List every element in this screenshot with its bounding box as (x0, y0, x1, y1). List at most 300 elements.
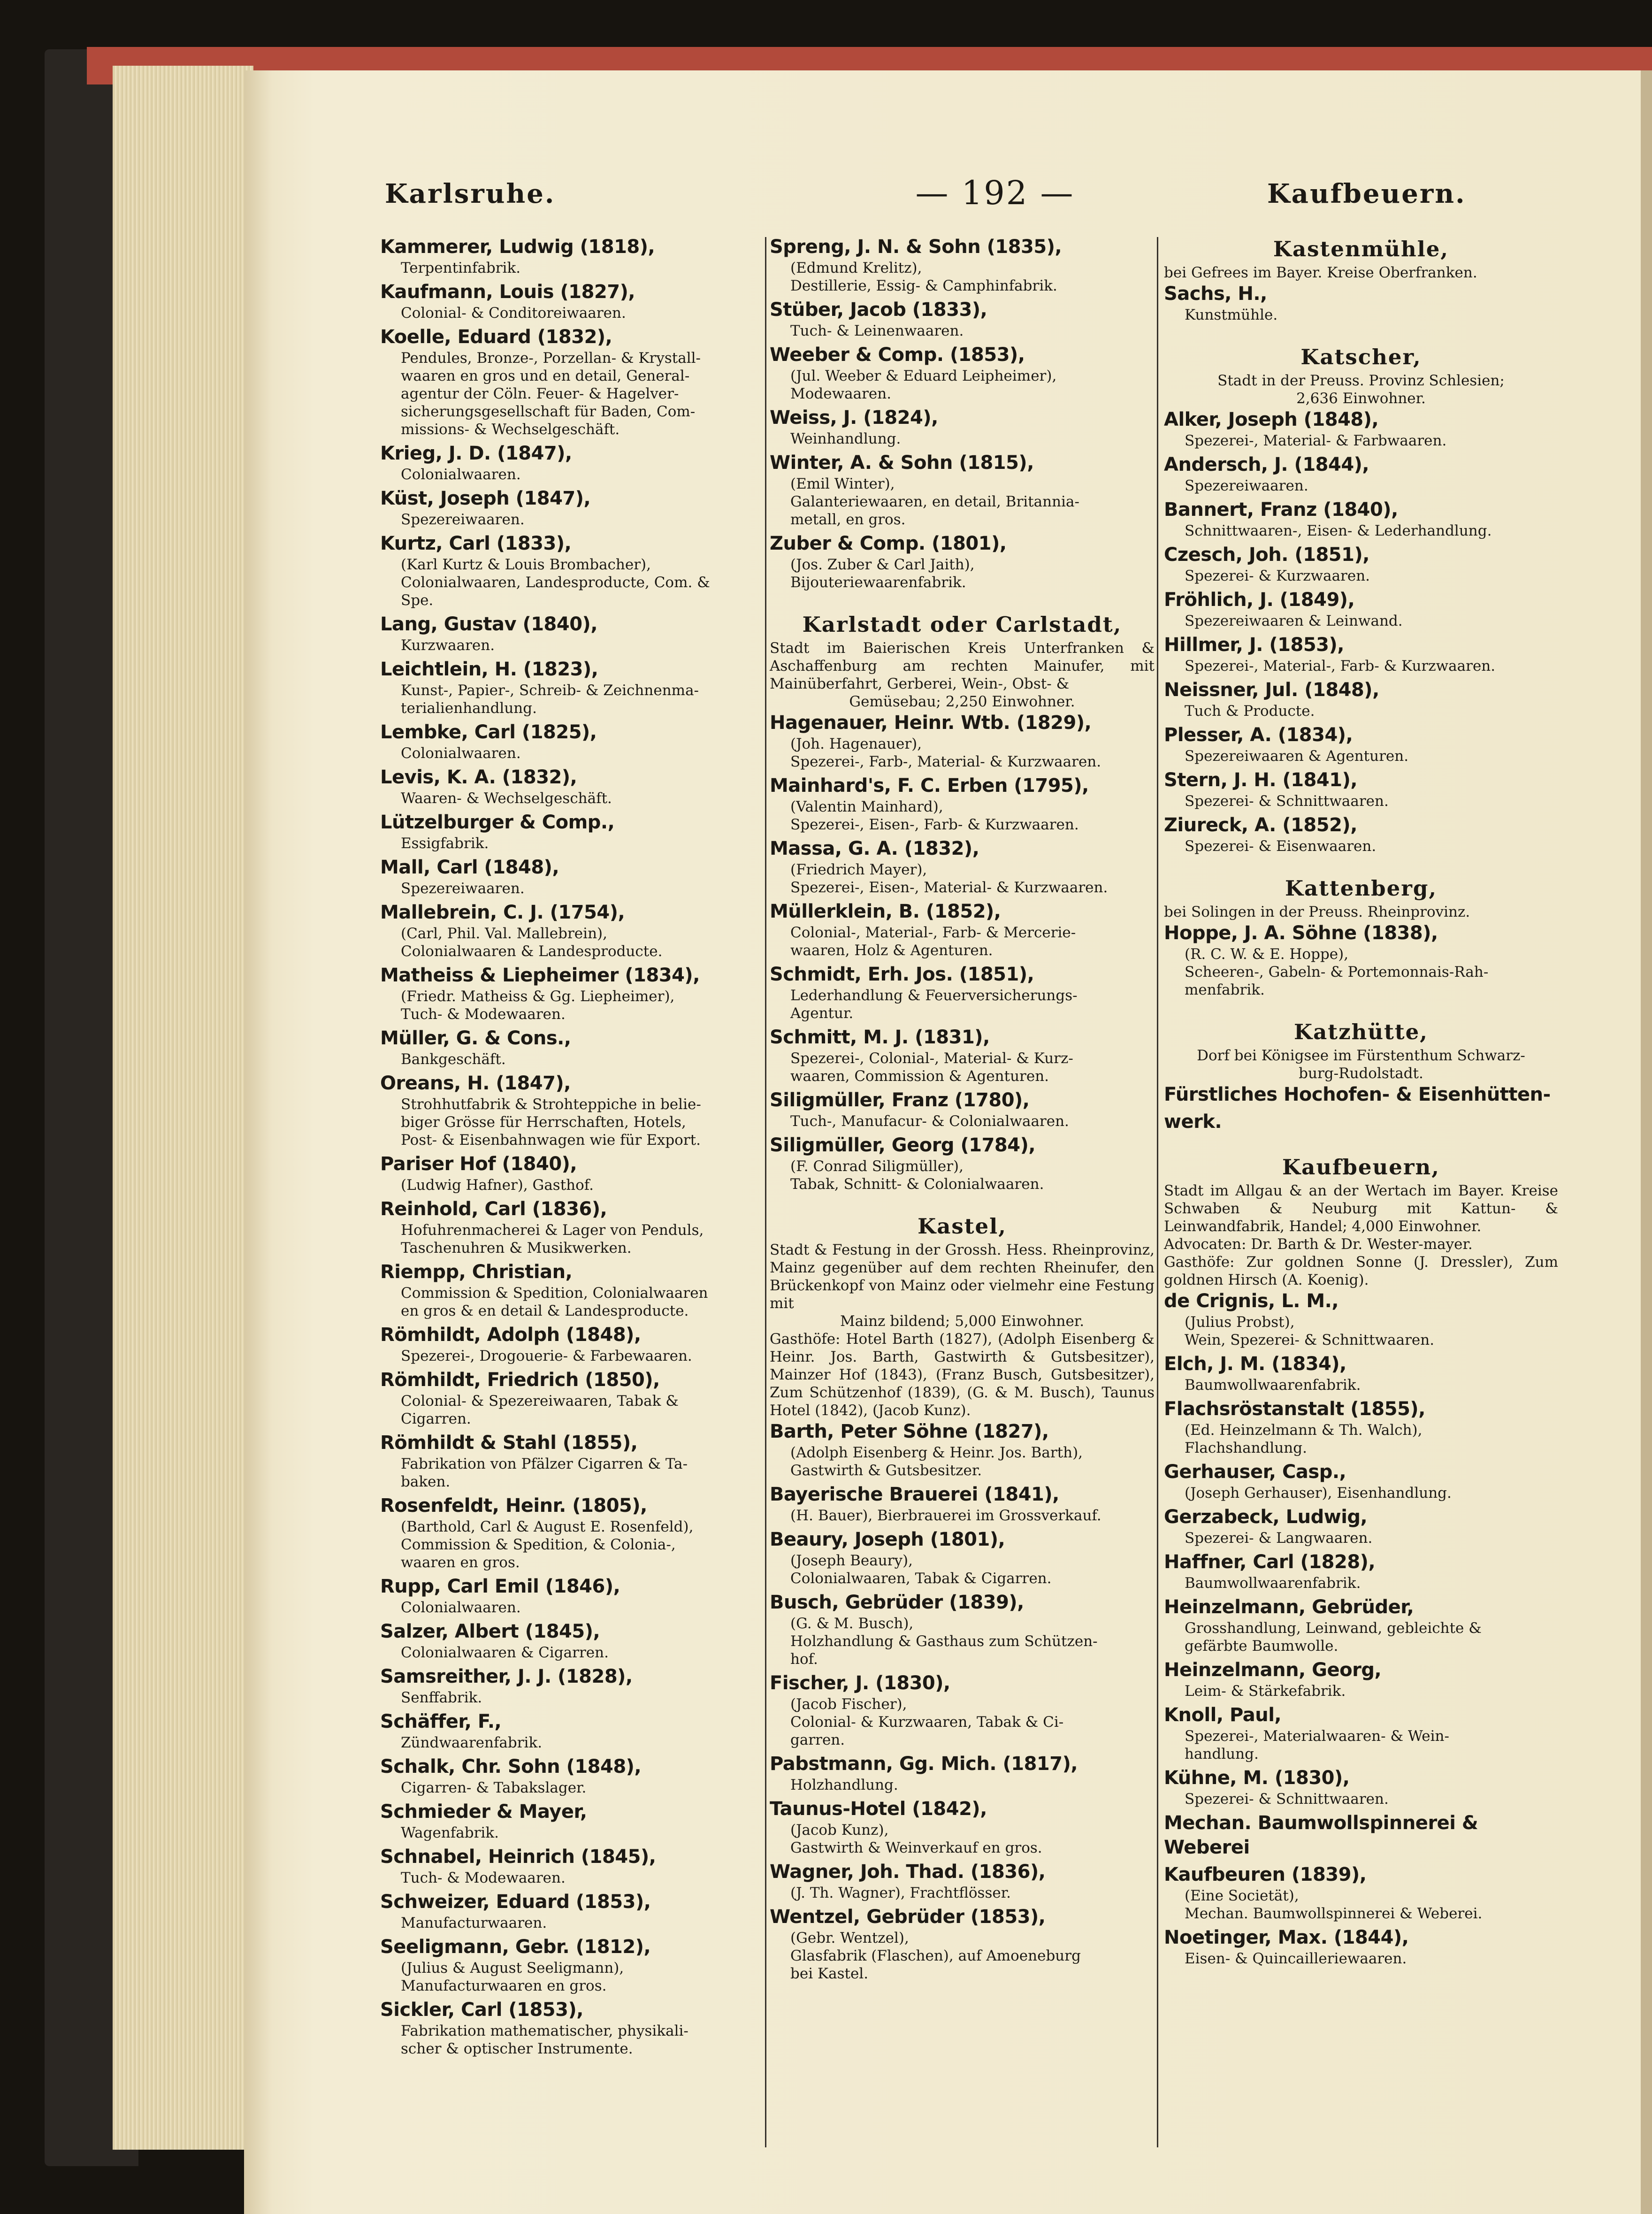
entry-name: Siligmüller, Franz (1780), (770, 1089, 1030, 1111)
entry-detail: sicherungsgesellschaft für Baden, Com- (401, 403, 696, 420)
entry-name: Mainhard's, F. C. Erben (1795), (770, 775, 1089, 797)
entry-name: Schmidt, Erh. Jos. (1851), (770, 964, 1034, 985)
entry-detail: Waaren- & Wechselgeschäft. (401, 790, 612, 807)
entry-name: Mall, Carl (1848), (380, 857, 559, 878)
entry-detail: Colonialwaaren. (401, 745, 521, 762)
entry-detail: Commission & Spedition, Colonialwaaren (401, 1285, 708, 1302)
entry-detail: (Jul. Weeber & Eduard Leipheimer), (790, 368, 1057, 384)
entry-name: Schmieder & Mayer, (380, 1801, 587, 1823)
directory-entry (770, 1527, 1155, 1587)
advocaten-text: Advocaten: Dr. Barth & Dr. Wester-mayer. (1164, 1236, 1473, 1253)
entry-name: Taunus-Hotel (1842), (770, 1798, 987, 1820)
entry-name: Schalk, Chr. Sohn (1848), (380, 1756, 642, 1777)
entry-name: Plesser, A. (1834), (1164, 724, 1353, 746)
directory-entry (770, 531, 1155, 591)
place-description: bei Gefrees im Bayer. Kreise Oberfranken. (1164, 264, 1477, 281)
entry-detail: Baumwollwaarenfabrik. (1185, 1377, 1361, 1394)
column-right (1164, 235, 1558, 1970)
page-number: — 192 — (915, 174, 1075, 212)
entry-detail: (Friedr. Matheiss & Gg. Liepheimer), (401, 988, 675, 1005)
directory-entry (1164, 723, 1558, 765)
entry-detail: (Edmund Krelitz), (790, 260, 922, 276)
entry-detail: Manufacturwaaren en gros. (401, 1977, 607, 1994)
directory-entry (380, 1890, 798, 1932)
entry-name: Lützelburger & Comp., (380, 812, 615, 833)
place-description: 2,636 Einwohner. (1296, 390, 1426, 407)
directory-entry (380, 235, 798, 277)
entry-name: Stern, J. H. (1841), (1164, 769, 1358, 791)
directory-entry (1164, 1352, 1558, 1394)
directory-entry (380, 720, 798, 762)
entry-list (770, 235, 1155, 591)
directory-entry (1164, 543, 1558, 585)
entry-detail: Bankgeschäft. (401, 1051, 506, 1068)
entry-detail: (Valentin Mainhard), (790, 798, 943, 815)
directory-entry (380, 1998, 798, 2058)
directory-entry (1164, 1460, 1558, 1502)
directory-entry (380, 963, 798, 1023)
entry-name: Koelle, Eduard (1832), (380, 326, 612, 348)
entry-detail: (Jacob Fischer), (790, 1696, 907, 1713)
entry-name: Schmitt, M. J. (1831), (770, 1027, 990, 1048)
column-middle (770, 235, 1155, 1985)
entry-detail: Tuch- & Leinenwaaren. (790, 322, 964, 339)
directory-entry (1164, 1505, 1558, 1547)
directory-entry (1164, 678, 1558, 720)
directory-entry (380, 1071, 798, 1149)
entry-name: Leichtlein, H. (1823), (380, 659, 598, 680)
directory-entry (770, 406, 1155, 448)
entry-detail: (Joseph Beaury), (790, 1552, 913, 1569)
entry-detail: (Friedrich Mayer), (790, 861, 927, 878)
directory-entry (380, 1800, 798, 1842)
entry-detail: Colonialwaaren & Cigarren. (401, 1644, 609, 1661)
entry-detail: Spezerei- & Schnittwaaren. (1185, 1791, 1389, 1808)
directory-entry (1164, 282, 1558, 324)
entry-detail: gefärbte Baumwolle. (1185, 1638, 1338, 1655)
entry-detail: (Eine Societät), (1185, 1887, 1299, 1904)
entry-detail: Spezereiwaaren & Leinwand. (1185, 613, 1403, 629)
entry-detail: Fabrikation von Pfälzer Cigarren & Ta- (401, 1456, 688, 1472)
directory-entry (770, 962, 1155, 1022)
entry-list (770, 711, 1155, 1193)
entry-name: Stüber, Jacob (1833), (770, 299, 987, 321)
entry-name: Gerhauser, Casp., (1164, 1461, 1346, 1483)
entry-detail: Grosshandlung, Leinwand, gebleichte & (1185, 1620, 1482, 1637)
entry-name: Zuber & Comp. (1801), (770, 533, 1007, 554)
directory-entry (770, 711, 1155, 771)
entry-name: Beaury, Joseph (1801), (770, 1529, 1005, 1550)
entry-detail: missions- & Wechselgeschäft. (401, 421, 620, 438)
place-description: Dorf bei Königsee im Fürstenthum Schwarz- (1197, 1047, 1525, 1064)
entry-detail: Colonialwaaren. (401, 1599, 521, 1616)
directory-entry (770, 1797, 1155, 1857)
entry-detail: Glasfabrik (Flaschen), auf Amoeneburg (790, 1947, 1081, 1964)
entry-list (770, 1419, 1155, 1983)
entry-detail: (Joh. Hagenauer), (790, 735, 922, 752)
entry-detail: Weinhandlung. (790, 430, 901, 447)
directory-entry (380, 612, 798, 654)
place-description: Gemüsebau; 2,250 Einwohner. (849, 693, 1075, 710)
entry-name: Fürstliches Hochofen- & Eisenhütten- (1164, 1084, 1551, 1105)
entry-detail: Lederhandlung & Feuerversicherungs- (790, 987, 1078, 1004)
directory-entry (1164, 1862, 1558, 1923)
entry-detail: Spezerei-, Material-, Farb- & Kurzwaaren. (1185, 658, 1496, 674)
directory-entry (1164, 1703, 1558, 1763)
directory-entry (380, 1754, 798, 1797)
entry-name: Pariser Hof (1840), (380, 1153, 577, 1175)
entry-name: Massa, G. A. (1832), (770, 838, 979, 859)
entry-name: Reinhold, Carl (1836), (380, 1198, 607, 1220)
entry-detail: (Jos. Zuber & Carl Jaith), (790, 556, 975, 573)
entry-name: Schnabel, Heinrich (1845), (380, 1846, 656, 1868)
directory-entry (770, 1671, 1155, 1749)
entry-name: Rosenfeldt, Heinr. (1805), (380, 1495, 647, 1517)
entry-detail: (Ludwig Hafner), Gasthof. (401, 1177, 594, 1194)
entry-detail: waaren en gros. (401, 1554, 520, 1571)
entry-detail: (Gebr. Wentzel), (790, 1930, 909, 1946)
entry-name: Samsreither, J. J. (1828), (380, 1666, 633, 1687)
entry-detail: Spezerei-, Drogouerie- & Farbewaaren. (401, 1348, 692, 1364)
entry-list (1164, 282, 1558, 324)
entry-detail: Mechan. Baumwollspinnerei & Weberei. (1185, 1905, 1483, 1922)
entry-name: werk. (1164, 1111, 1222, 1133)
directory-entry (1164, 1811, 1558, 1860)
directory-entry (1164, 921, 1558, 999)
entry-detail: Holzhandlung & Gasthaus zum Schützen- (790, 1633, 1098, 1650)
entry-detail: Spezereiwaaren. (401, 511, 525, 528)
directory-entry (1164, 633, 1558, 675)
directory-entry (380, 441, 798, 483)
entry-name: Römhildt & Stahl (1855), (380, 1432, 638, 1454)
entry-detail: Colonial- & Conditoreiwaaren. (401, 305, 626, 322)
entry-name: Bayerische Brauerei (1841), (770, 1484, 1059, 1505)
entry-detail: biger Grösse für Herrschaften, Hotels, (401, 1114, 686, 1131)
column-divider (1157, 237, 1158, 2147)
entry-detail: (Joseph Gerhauser), Eisenhandlung. (1185, 1485, 1452, 1502)
entry-detail: Colonialwaaren, Landesproducte, Com. & (401, 574, 710, 591)
entry-name: Matheiss & Liepheimer (1834), (380, 965, 700, 986)
entry-detail: Spezereiwaaren. (1185, 477, 1308, 494)
entry-detail: Kurzwaaren. (401, 637, 495, 654)
entry-detail: Cigarren- & Tabakslager. (401, 1779, 587, 1796)
entry-detail: Spezerei- & Schnittwaaren. (1185, 793, 1389, 810)
directory-entry (380, 1709, 798, 1752)
directory-entry (380, 855, 798, 897)
directory-entry (1164, 1082, 1558, 1107)
place-heading: Kastel, (918, 1214, 1007, 1239)
running-head-right: Kaufbeuern. (1267, 178, 1466, 209)
entry-detail: Manufacturwaaren. (401, 1915, 547, 1931)
entry-detail: waaren en gros und en detail, General- (401, 368, 690, 384)
entry-name: Ziureck, A. (1852), (1164, 814, 1357, 836)
directory-entry (1164, 768, 1558, 810)
entry-detail: Wein, Spezerei- & Schnittwaaren. (1185, 1332, 1435, 1348)
entry-detail: Bijouteriewaarenfabrik. (790, 574, 966, 591)
entry-detail: Spezerei-, Colonial-, Material- & Kurz- (790, 1050, 1073, 1067)
entry-name: Schäffer, F., (380, 1711, 502, 1732)
entry-detail: Wagenfabrik. (401, 1824, 499, 1841)
entry-name: Römhildt, Friedrich (1850), (380, 1369, 660, 1391)
entry-detail: Scheeren-, Gabeln- & Portemonnais-Rah- (1185, 964, 1489, 981)
entry-detail: handlung. (1185, 1746, 1259, 1762)
entry-detail: (Julius & August Seeligmann), (401, 1960, 624, 1977)
entry-detail: Spezerei-, Material- & Farbwaaren. (1185, 432, 1447, 449)
directory-entry (1164, 1595, 1558, 1655)
entry-detail: Schnittwaaren-, Eisen- & Lederhandlung. (1185, 522, 1492, 539)
directory-entry (770, 343, 1155, 403)
entry-name: Sachs, H., (1164, 283, 1267, 305)
entry-name: Weiss, J. (1824), (770, 407, 938, 429)
place-heading: Kastenmühle, (1273, 237, 1449, 261)
entry-name: Gerzabeck, Ludwig, (1164, 1506, 1368, 1528)
entry-detail: Zündwaarenfabrik. (401, 1734, 543, 1751)
directory-entry (380, 1494, 798, 1571)
running-head-left: Karlsruhe. (385, 178, 556, 209)
entry-detail: (Carl, Phil. Val. Mallebrein), (401, 925, 607, 942)
entry-detail: scher & optischer Instrumente. (401, 2040, 633, 2057)
entry-name: Weeber & Comp. (1853), (770, 344, 1025, 366)
entry-name: Schweizer, Eduard (1853), (380, 1891, 651, 1913)
entry-detail: Gastwirth & Gutsbesitzer. (790, 1462, 982, 1479)
column-left (380, 235, 798, 2061)
directory-entry (1164, 1550, 1558, 1592)
entry-name: Küst, Joseph (1847), (380, 488, 591, 509)
entry-name: Wentzel, Gebrüder (1853), (770, 1906, 1046, 1928)
entry-detail: Hofuhrenmacherei & Lager von Penduls, (401, 1222, 704, 1239)
entry-name: Kaufbeuren (1839), (1164, 1864, 1367, 1885)
entry-name: Fischer, J. (1830), (770, 1672, 950, 1694)
directory-page (244, 70, 1652, 2214)
entry-name: Kühne, M. (1830), (1164, 1767, 1350, 1789)
entry-detail: bei Kastel. (790, 1965, 869, 1982)
entry-detail: Spezereiwaaren & Agenturen. (1185, 748, 1409, 765)
entry-detail: Leim- & Stärkefabrik. (1185, 1683, 1346, 1700)
directory-entry (770, 774, 1155, 834)
entry-detail: Taschenuhren & Musikwerken. (401, 1240, 632, 1256)
entry-name: Mallebrein, C. J. (1754), (380, 902, 625, 923)
entry-detail: Spezerei-, Farb-, Material- & Kurzwaaren. (790, 753, 1101, 770)
directory-entry (380, 1152, 798, 1194)
entry-detail: Colonial- & Spezereiwaaren, Tabak & (401, 1393, 679, 1410)
place-description: Stadt im Allgau & an der Wertach im Bayer. Kreise Schwaben & Neuburg mit Kattun- & Leinwandfabrik, Handel; 4,000 Einwohner. (1164, 1182, 1558, 1235)
place-description: burg-Rudolstadt. (1299, 1065, 1423, 1082)
directory-entry (1164, 1110, 1558, 1134)
directory-entry (380, 280, 798, 322)
entry-detail: Pendules, Bronze-, Porzellan- & Krystall- (401, 350, 701, 367)
entry-detail: (Ed. Heinzelmann & Th. Walch), (1185, 1422, 1423, 1439)
directory-entry (1164, 407, 1558, 450)
entry-detail: Spezerei-, Materialwaaren- & Wein- (1185, 1728, 1449, 1745)
entry-detail: Post- & Eisenbahnwagen wie für Export. (401, 1132, 701, 1149)
entry-detail: Gastwirth & Weinverkauf en gros. (790, 1839, 1042, 1856)
entry-detail: (F. Conrad Siligmüller), (790, 1158, 964, 1175)
entry-name: Fröhlich, J. (1849), (1164, 589, 1355, 611)
directory-entry (1164, 1289, 1558, 1349)
entry-name: Hoppe, J. A. Söhne (1838), (1164, 922, 1438, 944)
entry-detail: waaren, Commission & Agenturen. (790, 1068, 1049, 1085)
entry-name: Pabstmann, Gg. Mich. (1817), (770, 1753, 1078, 1775)
gasthoefe-text: Gasthöfe: Zur goldnen Sonne (J. Dressler), Zum goldnen Hirsch (A. Koenig). (1164, 1254, 1558, 1288)
directory-entry (380, 1026, 798, 1068)
entry-detail: (H. Bauer), Bierbrauerei im Grossverkauf. (790, 1507, 1101, 1524)
entry-detail: (Emil Winter), (790, 475, 895, 492)
entry-detail: (Julius Probst), (1185, 1314, 1295, 1331)
entry-name: Salzer, Albert (1845), (380, 1621, 600, 1642)
entry-name: Lang, Gustav (1840), (380, 613, 598, 635)
entry-detail: Baumwollwaarenfabrik. (1185, 1575, 1361, 1592)
directory-entry (770, 451, 1155, 529)
entry-detail: Tuch-, Manufacur- & Colonialwaaren. (790, 1113, 1069, 1130)
entry-name: Haffner, Carl (1828), (1164, 1551, 1376, 1573)
directory-entry (380, 531, 798, 609)
entry-name: Rupp, Carl Emil (1846), (380, 1576, 620, 1597)
entry-detail: Agentur. (790, 1005, 854, 1022)
entry-name: Lembke, Carl (1825), (380, 721, 597, 743)
entry-detail: Tabak, Schnitt- & Colonialwaaren. (790, 1176, 1044, 1193)
entry-name: Wagner, Joh. Thad. (1836), (770, 1861, 1046, 1883)
entry-detail: (Jacob Kunz), (790, 1822, 889, 1839)
entry-detail: waaren, Holz & Agenturen. (790, 942, 993, 959)
place-description: Stadt im Baierischen Kreis Unterfranken & Aschaffenburg am rechten Mainufer, mit Mainüberfahrt, Gerberei, Wein-, Obst- & (770, 640, 1155, 692)
entry-detail: Fabrikation mathematischer, physikali- (401, 2022, 688, 2039)
entry-list (380, 235, 798, 2058)
place-description: Mainz bildend; 5,000 Einwohner. (840, 1313, 1085, 1330)
directory-entry (770, 235, 1155, 295)
entry-name: Czesch, Joh. (1851), (1164, 544, 1369, 566)
entry-name: Winter, A. & Sohn (1815), (770, 452, 1034, 474)
directory-entry (380, 486, 798, 529)
directory-entry (770, 836, 1155, 896)
facing-page-edge (1641, 70, 1652, 2214)
entry-detail: Terpentinfabrik. (401, 260, 521, 276)
place-heading: Kattenberg, (1285, 876, 1438, 901)
entry-detail: Commission & Spedition, & Colonia-, (401, 1536, 676, 1553)
directory-entry (380, 325, 798, 438)
place-heading: Kaufbeuern, (1282, 1155, 1440, 1180)
entry-name: Hillmer, J. (1853), (1164, 634, 1344, 656)
entry-list (1164, 921, 1558, 999)
entry-detail: (Karl Kurtz & Louis Brombacher), (401, 556, 651, 573)
entry-name: Andersch, J. (1844), (1164, 454, 1369, 475)
entry-detail: Spezerei- & Kurzwaaren. (1185, 567, 1370, 584)
entry-detail: Spezerei-, Eisen-, Farb- & Kurzwaaren. (790, 816, 1079, 833)
directory-entry (1164, 1397, 1558, 1457)
entry-detail: Colonial- & Kurzwaaren, Tabak & Ci- (790, 1714, 1064, 1731)
entry-detail: terialienhandlung. (401, 700, 537, 717)
directory-entry (1164, 452, 1558, 495)
entry-detail: (Adolph Eisenberg & Heinr. Jos. Barth), (790, 1444, 1083, 1461)
entry-detail: Modewaaren. (790, 385, 892, 402)
page-stack-edge (113, 66, 253, 2150)
entry-name: Sickler, Carl (1853), (380, 1999, 583, 2021)
entry-detail: Essigfabrik. (401, 835, 489, 852)
entry-name: Neissner, Jul. (1848), (1164, 679, 1379, 701)
entry-name: Mechan. Baumwollspinnerei & Weberei (1164, 1812, 1478, 1858)
place-heading: Katscher, (1300, 345, 1422, 369)
entry-name: Oreans, H. (1847), (380, 1073, 571, 1094)
entry-detail: Colonialwaaren & Landesproducte. (401, 943, 663, 960)
entry-detail: Tuch- & Modewaaren. (401, 1006, 566, 1023)
entry-detail: Colonial-, Material-, Farb- & Mercerie- (790, 924, 1076, 941)
entry-name: Noetinger, Max. (1844), (1164, 1927, 1409, 1948)
entry-name: Barth, Peter Söhne (1827), (770, 1421, 1049, 1442)
entry-name: Seeligmann, Gebr. (1812), (380, 1936, 651, 1958)
directory-entry (380, 1664, 798, 1707)
gasthoefe-text: Gasthöfe: Hotel Barth (1827), (Adolph Eisenberg & Heinr. Jos. Barth, Gastwirth & Gutsbesitzer), Mainzer Hof (1843), (Franz Busch, Gutsbesitzer), Zum Schützenhof (1839), (G. & M. Busch), Taunus Hotel (1842), (Jacob Kunz). (770, 1331, 1155, 1419)
directory-entry (380, 1431, 798, 1491)
place-description: bei Solingen in der Preuss. Rheinprovinz. (1164, 904, 1470, 920)
directory-entry (1164, 813, 1558, 855)
directory-entry (770, 899, 1155, 959)
directory-entry (380, 657, 798, 717)
entry-name: Kurtz, Carl (1833), (380, 533, 572, 554)
directory-entry (770, 1860, 1155, 1902)
directory-entry (770, 1752, 1155, 1794)
entry-name: Müllerklein, B. (1852), (770, 901, 1001, 922)
entry-detail: Kunst-, Papier-, Schreib- & Zeichnenma- (401, 682, 699, 699)
entry-name: Kaufmann, Louis (1827), (380, 281, 635, 303)
entry-name: Bannert, Franz (1840), (1164, 499, 1398, 521)
directory-entry (1164, 1766, 1558, 1808)
directory-entry (380, 1197, 798, 1257)
directory-entry (380, 900, 798, 960)
directory-entry (380, 1935, 798, 1995)
directory-entry (380, 1260, 798, 1320)
entry-list (1164, 1289, 1558, 1968)
entry-detail: Spezerei- & Langwaaren. (1185, 1530, 1373, 1547)
entry-detail: Eisen- & Quincailleriewaaren. (1185, 1950, 1407, 1967)
entry-detail: agentur der Cöln. Feuer- & Hagelver- (401, 385, 679, 402)
entry-name: Knoll, Paul, (1164, 1704, 1282, 1726)
directory-entry (770, 1025, 1155, 1085)
entry-name: Kammerer, Ludwig (1818), (380, 236, 655, 258)
entry-detail: Cigarren. (401, 1410, 471, 1427)
entry-name: Busch, Gebrüder (1839), (770, 1592, 1024, 1613)
directory-entry (1164, 1925, 1558, 1968)
entry-name: Hagenauer, Heinr. Wtb. (1829), (770, 712, 1092, 734)
entry-name: Levis, K. A. (1832), (380, 766, 577, 788)
entry-detail: Kunstmühle. (1185, 306, 1278, 323)
entry-detail: Strohhutfabrik & Strohteppiche in belie- (401, 1096, 701, 1113)
entry-list (1164, 407, 1558, 855)
directory-entry (770, 1419, 1155, 1479)
entry-name: Müller, G. & Cons., (380, 1027, 571, 1049)
entry-detail: metall, en gros. (790, 511, 906, 528)
entry-detail: baken. (401, 1473, 451, 1490)
directory-entry (1164, 588, 1558, 630)
entry-detail: menfabrik. (1185, 981, 1265, 998)
directory-entry (770, 1482, 1155, 1525)
place-heading: Karlstadt oder Carlstadt, (802, 612, 1122, 637)
entry-name: Elch, J. M. (1834), (1164, 1353, 1346, 1375)
directory-entry (380, 765, 798, 807)
entry-detail: garren. (790, 1731, 845, 1748)
entry-detail: Tuch & Producte. (1185, 703, 1315, 720)
entry-name: Römhildt, Adolph (1848), (380, 1324, 641, 1346)
entry-name: Heinzelmann, Georg, (1164, 1659, 1382, 1681)
entry-detail: hof. (790, 1651, 818, 1668)
directory-entry (770, 1590, 1155, 1668)
entry-name: Riempp, Christian, (380, 1261, 573, 1283)
entry-detail: Destillerie, Essig- & Camphinfabrik. (790, 277, 1057, 294)
entry-detail: Senffabrik. (401, 1689, 482, 1706)
entry-detail: Spe. (401, 592, 434, 609)
entry-detail: en gros & en detail & Landesproducte. (401, 1302, 689, 1319)
entry-detail: Holzhandlung. (790, 1777, 898, 1793)
entry-detail: (G. & M. Busch), (790, 1615, 914, 1632)
directory-entry (770, 1905, 1155, 1983)
